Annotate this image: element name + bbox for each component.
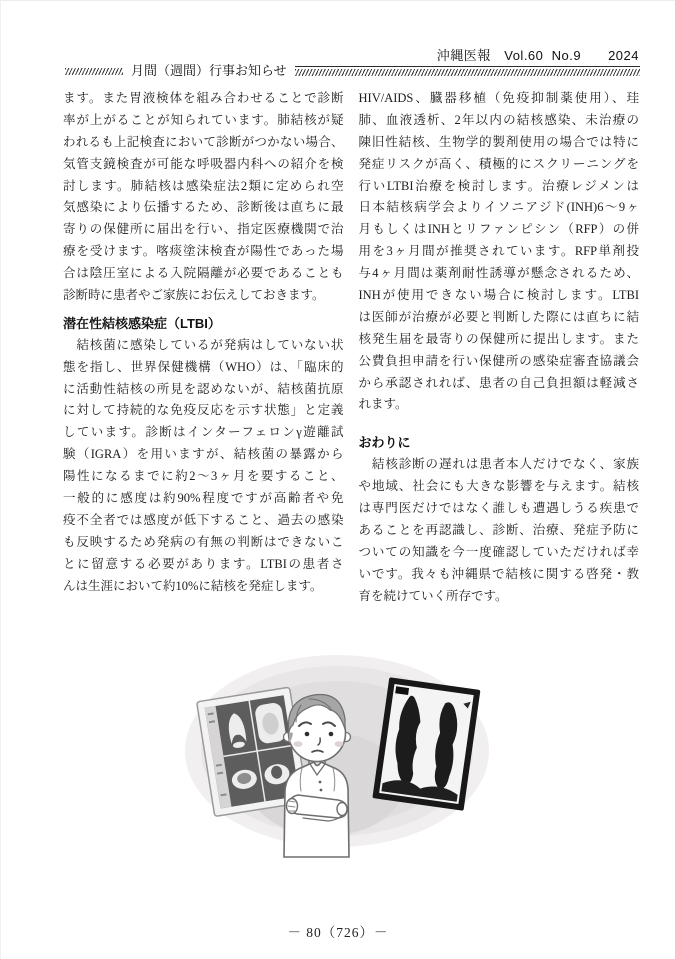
text-line: ます。また胃液検体を組み合わせることで診断 [63,91,344,105]
article-columns [63,88,639,608]
text-line: は専門医だけではなく誰しも遭遇しうる疾患で [358,501,639,516]
text-line: 結核菌に感染しているが発病はしていない状 [63,337,344,352]
text-line: れます。 [358,397,408,412]
right-column [359,88,640,608]
text-line: 率が上がることが知られています。肺結核が疑 [63,112,344,127]
text-line: 合は陰圧室による入院隔離が必要であることも [63,266,344,281]
text-line: 療を受けます。喀痰塗沫検査が陽性であった場 [63,244,344,259]
text-line: 験（IGRA）を用いますが、結核菌の暴露から [63,447,344,462]
text-line: に対して持続的な免疫反応を示す状態」と定義 [63,403,344,418]
page-number: － 80（726）－ [287,925,389,940]
text-line: いです。我々も沖縄県で結核に関する啓発・教 [358,566,639,581]
text-line: 診断時に患者やご家族にお伝えしておきます。 [63,288,325,303]
text-line: から承認されれば、患者の自己負担額は軽減さ [358,375,639,390]
text-line: 核発生届を最寄りの保健所に提出します。また [358,331,639,346]
text-line: 討します。肺結核は感染症法2類に定められ空 [63,178,344,193]
text-line: 気管支鏡検査が可能な呼吸器内科への紹介を検 [63,156,344,171]
banner-hatch-left [65,68,123,75]
left-column [63,88,344,608]
text-line: 疫不全者では感度が低下すること、過去の感染 [63,512,344,527]
doctor-illustration [284,695,351,858]
text-line: ついての知識を今一度確認していただければ幸 [358,544,639,559]
text-line: 育を続けていく所存です。 [358,588,508,603]
xray-film-icon [372,677,480,811]
section-heading-owarini: おわりに [358,435,411,451]
section-banner [65,64,640,78]
text-line: 態を指し、世界保健機構（WHO）は、「臨床的 [63,359,344,374]
text-line: 公費負担申請を行い保健所の感染症審査協議会 [358,353,639,368]
text-line: われるも上記検査において診断がつかない場合、 [63,134,344,149]
text-line: 結核診断の遅れは患者本人だけでなく、家族 [358,457,639,472]
text-line: は医師が治療が必要と判断した際には直ちに結 [358,309,639,324]
text-line: に活動性結核の所見を認めないが、結核菌抗原 [63,381,344,396]
text-line: 発症リスクが高く、積極的にスクリーニングを [358,156,639,171]
text-line: 肺、血液透析、2年以内の結核感染、未治療の [358,112,639,127]
text-line: 一般的に感度は約90%程度ですが高齢者や免 [63,491,344,506]
paragraph [63,335,344,598]
text-line: 行いLTBI治療を検討します。治療レジメンは [358,178,639,193]
text-line: INHが使用できない場合に検討します。LTBI [358,288,639,303]
text-line: も反映するため発病の有無の判断はできないこ [63,534,344,549]
text-line: 用を3ヶ月間が推奨されています。RFP単剤投 [358,244,639,259]
banner-title: 月間（週間）行事お知らせ [131,63,287,78]
banner-hatch-right [295,66,640,76]
text-line: んは生涯において約10%に結核を発症します。 [63,578,323,593]
text-line: や地域、社会にも大きな影響を与えます。結核 [358,479,639,494]
text-line: 月もしくはINHとリファンピシン（RFP）の併 [358,222,639,237]
journal-volume-info: 沖縄医報 Vol.60 No.9 2024 [436,48,639,63]
text-line: 日本結核病学会よりイソニアジド(INH)6～9ヶ [358,200,639,215]
banner-hatch-stripes [295,69,640,76]
text-line: とに留意する必要があります。LTBIの患者さ [63,556,344,571]
text-line: HIV/AIDS、臓器移植（免疫抑制薬使用）、珪 [358,91,639,105]
text-line: 陽性になるまでに約2～3ヶ月を要すること、 [63,469,344,484]
section-heading-ltbi: 潜在性結核感染症（LTBI） [63,315,221,331]
text-line: しています。診断はインターフェロンγ遊離試 [63,425,344,440]
paragraph [359,454,640,607]
text-line: 与4ヶ月間は薬剤耐性誘導が懸念されるため、 [358,266,639,281]
paragraph [63,88,344,307]
paragraph [359,88,640,416]
doctor-xray-illustration [151,639,531,883]
text-line: 陳旧性結核、生物学的製剤使用の場合では特に [358,134,639,149]
text-line: 気感染により伝播するため、診断後は直ちに最 [63,200,344,215]
text-line: 寄りの保健所に届出を行い、指定医療機関で治 [63,222,344,237]
text-line: あることを再認識し、診断、治療、発症予防に [358,522,639,537]
